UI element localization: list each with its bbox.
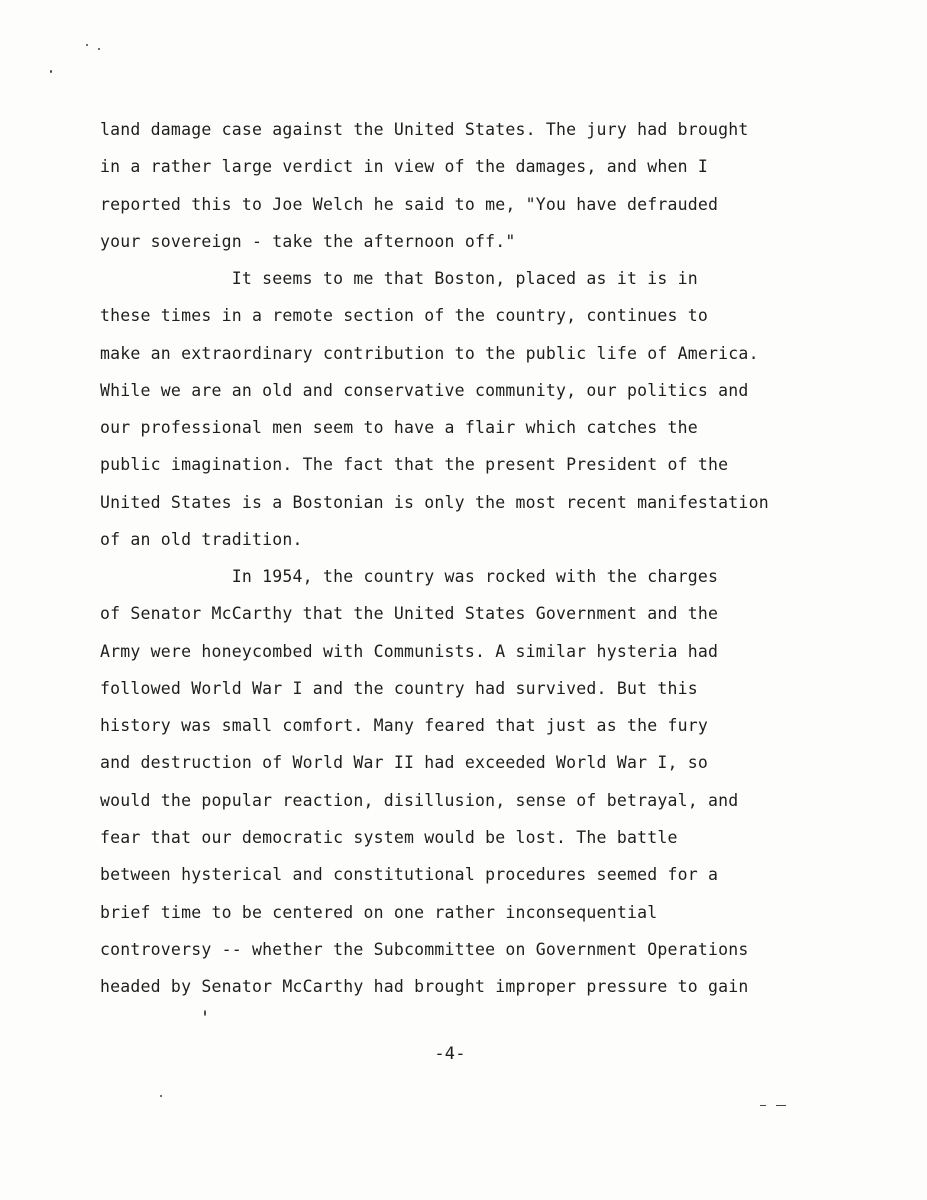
- text-line: of Senator McCarthy that the United States Government and the: [100, 604, 719, 624]
- text-line: these times in a remote section of the country, continues to: [100, 306, 709, 326]
- scan-speck: [204, 1010, 206, 1016]
- scan-speck: [86, 44, 88, 46]
- text-line: would the popular reaction, disillusion, sense of betrayal, and: [100, 790, 739, 810]
- text-line: and destruction of World War II had exceeded World War I, so: [100, 753, 709, 773]
- text-line: While we are an old and conservative community, our politics and: [100, 380, 749, 400]
- text-line: In 1954, the country was rocked with the charges: [100, 567, 719, 586]
- text-line: in a rather large verdict in view of the damages, and when I: [100, 157, 709, 177]
- text-line: United States is a Bostonian is only the most recent manifestation: [100, 492, 769, 512]
- text-line: land damage case against the United States. The jury had brought: [100, 120, 749, 139]
- scan-speck: [160, 1095, 162, 1097]
- scan-speck: [98, 48, 100, 50]
- text-line: make an extraordinary contribution to the public life of America.: [100, 343, 759, 363]
- scan-speck: [760, 1105, 766, 1106]
- paragraph-2: [100, 260, 860, 558]
- paragraph-1: [100, 111, 860, 260]
- text-line: public imagination. The fact that the present President of the: [100, 455, 729, 475]
- paragraph-3: [100, 558, 860, 1006]
- text-line: It seems to me that Boston, placed as it is in: [100, 269, 698, 288]
- text-line: between hysterical and constitutional procedures seemed for a: [100, 865, 719, 885]
- page-number: -4-: [434, 1044, 466, 1064]
- scan-speck: [50, 70, 52, 73]
- text-line: our professional men seem to have a flair which catches the: [100, 418, 698, 438]
- text-line: of an old tradition.: [100, 530, 303, 550]
- text-line: brief time to be centered on one rather inconsequential: [100, 902, 658, 922]
- text-line: controversy -- whether the Subcommittee on Government Operations: [100, 939, 749, 959]
- text-line: history was small comfort. Many feared that just as the fury: [100, 716, 709, 736]
- text-line: your sovereign - take the afternoon off.": [100, 231, 516, 251]
- text-line: Army were honeycombed with Communists. A similar hysteria had: [100, 641, 719, 661]
- text-line: followed World War I and the country had survived. But this: [100, 678, 698, 698]
- scan-speck: [776, 1105, 786, 1106]
- text-line: headed by Senator McCarthy had brought improper pressure to gain: [100, 977, 749, 997]
- text-line: fear that our democratic system would be lost. The battle: [100, 828, 678, 848]
- text-line: reported this to Joe Welch he said to me, "You have defrauded: [100, 194, 719, 214]
